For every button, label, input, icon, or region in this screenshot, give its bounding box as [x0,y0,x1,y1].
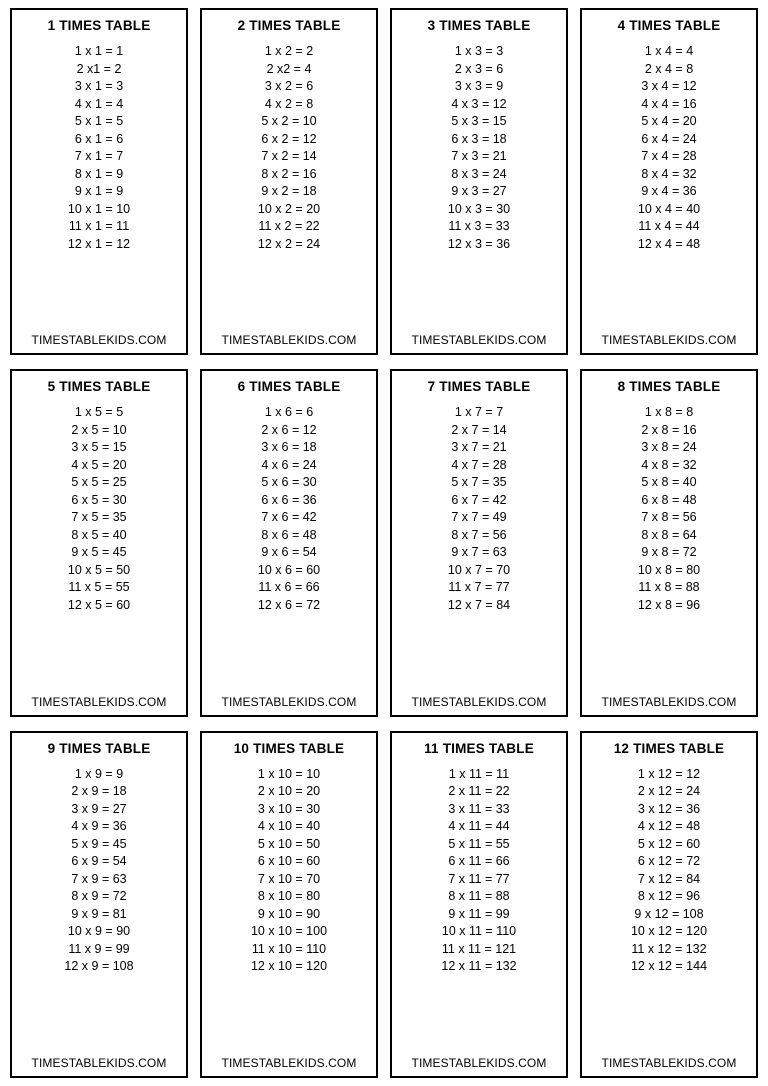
times-table-row: 7 x 12 = 84 [637,871,701,886]
times-table-row: 2 x 11 = 22 [448,784,510,799]
times-table-row: 3 x 7 = 21 [451,440,507,455]
times-table-row: 3 x 1 = 3 [74,79,124,93]
times-table-row: 10 x 1 = 10 [67,201,131,216]
times-table-title: 10 TIMES TABLE [233,740,345,756]
times-table-row: 2 x 12 = 24 [637,784,701,799]
times-table-row: 9 x 6 = 54 [261,545,317,560]
times-table-row: 8 x 4 = 32 [641,166,697,181]
times-table-row: 9 x 7 = 63 [451,545,507,560]
site-watermark: TIMESTABLEKIDS.COM [31,694,167,709]
times-table-row: 9 x 2 = 18 [261,184,317,198]
times-table-row: 11 x 7 = 77 [448,580,510,595]
times-table-row: 8 x 7 = 56 [451,527,507,542]
times-table-rows [396,404,562,686]
times-table-row: 9 x 5 = 45 [71,545,127,560]
times-table-row: 2 x2 = 4 [266,61,312,76]
times-table-rows [16,43,182,325]
times-table-row: 5 x 5 = 25 [71,475,127,490]
times-table-row: 11 x 5 = 55 [68,580,130,595]
times-table-row: 2 x 5 = 10 [71,422,127,437]
times-table-row: 11 x 1 = 11 [68,219,130,233]
times-table-card [390,731,568,1078]
times-table-row: 4 x 1 = 4 [74,96,124,111]
times-table-card [390,8,568,355]
times-table-card [390,369,568,716]
times-table-row: 9 x 12 = 108 [634,906,704,921]
site-watermark: TIMESTABLEKIDS.COM [221,333,357,348]
times-table-row: 5 x 3 = 15 [451,114,507,128]
times-table-row: 11 x 6 = 66 [258,580,320,595]
times-table-rows [586,43,752,325]
times-table-row: 1 x 5 = 5 [74,405,124,420]
site-watermark: TIMESTABLEKIDS.COM [411,694,547,709]
site-watermark: TIMESTABLEKIDS.COM [411,333,547,348]
times-table-row: 2 x 9 = 18 [71,784,127,799]
site-watermark: TIMESTABLEKIDS.COM [31,333,167,348]
times-table-row: 4 x 9 = 36 [71,819,127,834]
times-table-row: 3 x 2 = 6 [264,79,314,93]
times-table-row: 5 x 9 = 45 [71,836,127,851]
times-table-row: 10 x 3 = 30 [447,201,511,216]
times-table-card [580,731,758,1078]
times-table-row: 11 x 12 = 132 [631,941,707,956]
times-table-row: 1 x 9 = 9 [74,766,124,781]
times-table-row: 5 x 8 = 40 [641,475,697,490]
times-table-row: 3 x 8 = 24 [641,440,697,455]
times-tables-grid [10,8,758,1078]
times-table-row: 3 x 10 = 30 [257,801,321,816]
times-table-row: 7 x 8 = 56 [641,510,697,525]
times-table-row: 8 x 12 = 96 [637,889,701,904]
times-table-row: 6 x 7 = 42 [451,492,507,507]
times-table-row: 4 x 11 = 44 [448,819,510,834]
times-table-row: 6 x 1 = 6 [74,131,124,146]
times-table-row: 9 x 11 = 99 [448,906,510,921]
times-table-row: 5 x 7 = 35 [451,475,507,490]
times-table-row: 6 x 2 = 12 [261,131,317,146]
times-table-title: 9 TIMES TABLE [47,740,151,756]
times-table-row: 8 x 8 = 64 [641,527,697,542]
times-table-row: 10 x 8 = 80 [637,562,701,577]
times-table-row: 5 x 1 = 5 [74,114,124,128]
times-table-row: 8 x 5 = 40 [71,527,127,542]
times-table-rows [16,766,182,1048]
times-table-card [10,731,188,1078]
site-watermark: TIMESTABLEKIDS.COM [221,694,357,709]
times-table-row: 3 x 9 = 27 [71,801,127,816]
times-table-row: 11 x 10 = 110 [251,941,327,956]
times-table-row: 6 x 4 = 24 [641,131,697,146]
times-table-rows [16,404,182,686]
times-table-row: 6 x 5 = 30 [71,492,127,507]
times-table-row: 6 x 6 = 36 [261,492,317,507]
times-table-row: 12 x 11 = 132 [441,959,517,974]
times-table-row: 10 x 5 = 50 [67,562,131,577]
times-table-card [200,369,378,716]
times-table-row: 8 x 6 = 48 [261,527,317,542]
times-table-row: 6 x 12 = 72 [637,854,701,869]
times-table-row: 8 x 1 = 9 [74,166,124,181]
times-table-row: 11 x 2 = 22 [258,219,320,233]
site-watermark: TIMESTABLEKIDS.COM [601,694,737,709]
times-table-row: 12 x 2 = 24 [257,236,321,251]
times-table-row: 7 x 1 = 7 [74,149,124,163]
times-table-title: 11 TIMES TABLE [424,740,534,756]
times-table-row: 7 x 9 = 63 [71,871,127,886]
times-table-title: 12 TIMES TABLE [613,740,725,756]
times-table-card [200,8,378,355]
times-table-row: 11 x 8 = 88 [638,580,700,595]
times-table-row: 10 x 2 = 20 [257,201,321,216]
times-table-row: 10 x 11 = 110 [441,924,517,939]
times-table-row: 7 x 10 = 70 [257,871,321,886]
times-table-title: 8 TIMES TABLE [617,379,721,395]
times-table-row: 1 x 10 = 10 [257,766,321,781]
times-table-row: 7 x 5 = 35 [71,510,127,525]
times-table-row: 10 x 12 = 120 [630,924,708,939]
times-table-row: 2 x 8 = 16 [641,422,697,437]
times-table-row: 4 x 2 = 8 [264,96,314,111]
times-table-row: 4 x 6 = 24 [261,457,317,472]
times-table-row: 12 x 7 = 84 [447,597,511,612]
times-table-card [580,369,758,716]
times-table-row: 10 x 4 = 40 [637,201,701,216]
times-table-row: 9 x 8 = 72 [641,545,697,560]
times-table-row: 12 x 3 = 36 [447,236,511,251]
times-table-row: 3 x 11 = 33 [448,801,510,816]
times-table-rows [206,43,372,325]
times-table-title: 4 TIMES TABLE [617,18,721,33]
times-table-title: 5 TIMES TABLE [47,379,151,395]
times-table-title: 3 TIMES TABLE [427,18,531,33]
times-table-row: 1 x 12 = 12 [637,766,701,781]
times-table-row: 1 x 4 = 4 [644,44,694,58]
times-table-row: 6 x 10 = 60 [257,854,321,869]
times-table-row: 10 x 10 = 100 [250,924,328,939]
times-table-row: 3 x 3 = 9 [454,79,504,93]
times-table-row: 7 x 7 = 49 [451,510,507,525]
times-table-row: 12 x 12 = 144 [630,959,708,974]
times-table-row: 3 x 4 = 12 [641,79,697,93]
times-table-row: 9 x 3 = 27 [451,184,507,198]
times-table-row: 9 x 9 = 81 [71,906,127,921]
times-table-row: 7 x 3 = 21 [451,149,507,163]
times-table-row: 7 x 6 = 42 [261,510,317,525]
times-table-row: 2 x1 = 2 [76,61,122,76]
times-table-row: 11 x 9 = 99 [68,941,130,956]
times-table-rows [396,43,562,325]
times-table-row: 4 x 4 = 16 [641,96,697,111]
times-table-row: 4 x 12 = 48 [637,819,701,834]
times-table-row: 8 x 2 = 16 [261,166,317,181]
times-table-row: 1 x 11 = 11 [448,766,510,781]
times-table-row: 6 x 9 = 54 [71,854,127,869]
times-table-row: 8 x 9 = 72 [71,889,127,904]
times-table-rows [396,766,562,1048]
times-table-row: 1 x 2 = 2 [264,44,314,58]
times-table-row: 5 x 2 = 10 [261,114,317,128]
times-table-card [10,8,188,355]
times-table-row: 2 x 3 = 6 [454,61,504,76]
times-table-row: 5 x 12 = 60 [637,836,701,851]
times-table-card [200,731,378,1078]
times-table-row: 3 x 6 = 18 [261,440,317,455]
times-table-row: 9 x 10 = 90 [257,906,321,921]
times-table-row: 11 x 3 = 33 [448,219,510,233]
times-table-title: 2 TIMES TABLE [237,18,341,33]
times-table-row: 12 x 1 = 12 [67,236,131,251]
times-table-row: 3 x 12 = 36 [637,801,701,816]
site-watermark: TIMESTABLEKIDS.COM [31,1056,167,1070]
times-table-row: 12 x 10 = 120 [250,959,328,974]
times-table-row: 4 x 8 = 32 [641,457,697,472]
times-table-row: 5 x 11 = 55 [448,836,510,851]
times-table-row: 2 x 4 = 8 [644,61,694,76]
times-table-row: 12 x 9 = 108 [64,959,134,974]
times-table-row: 5 x 6 = 30 [261,475,317,490]
times-table-rows [206,404,372,686]
times-table-row: 11 x 11 = 121 [441,941,517,956]
times-table-row: 5 x 10 = 50 [257,836,321,851]
times-table-row: 4 x 7 = 28 [451,457,507,472]
times-table-row: 7 x 11 = 77 [448,871,510,886]
times-table-row: 9 x 4 = 36 [641,184,697,198]
times-table-row: 2 x 7 = 14 [451,422,507,437]
times-table-row: 6 x 3 = 18 [451,131,507,146]
times-table-row: 12 x 8 = 96 [637,597,701,612]
times-table-row: 5 x 4 = 20 [641,114,697,128]
times-table-row: 12 x 6 = 72 [257,597,321,612]
times-table-title: 6 TIMES TABLE [237,379,341,395]
times-table-row: 11 x 4 = 44 [638,219,700,233]
times-table-row: 10 x 7 = 70 [447,562,511,577]
site-watermark: TIMESTABLEKIDS.COM [221,1056,357,1070]
times-table-row: 4 x 3 = 12 [451,96,507,111]
times-table-rows [586,404,752,686]
times-table-row: 10 x 9 = 90 [67,924,131,939]
times-table-row: 8 x 11 = 88 [448,889,510,904]
times-table-row: 7 x 4 = 28 [641,149,697,163]
times-table-row: 2 x 10 = 20 [257,784,321,799]
times-table-row: 7 x 2 = 14 [261,149,317,163]
times-table-row: 1 x 1 = 1 [74,44,124,58]
times-table-row: 2 x 6 = 12 [261,422,317,437]
times-table-rows [586,766,752,1048]
times-table-row: 3 x 5 = 15 [71,440,127,455]
times-table-row: 9 x 1 = 9 [74,184,124,198]
site-watermark: TIMESTABLEKIDS.COM [601,333,737,348]
times-table-row: 10 x 6 = 60 [257,562,321,577]
times-table-title: 1 TIMES TABLE [47,18,151,33]
times-table-title: 7 TIMES TABLE [427,379,531,395]
times-table-row: 4 x 5 = 20 [71,457,127,472]
times-table-row: 12 x 5 = 60 [67,597,131,612]
times-table-row: 1 x 3 = 3 [454,44,504,58]
times-table-row: 1 x 6 = 6 [264,405,314,420]
site-watermark: TIMESTABLEKIDS.COM [411,1056,547,1070]
times-table-row: 1 x 8 = 8 [644,405,694,420]
times-table-row: 8 x 10 = 80 [257,889,321,904]
times-table-row: 6 x 11 = 66 [448,854,510,869]
times-table-row: 8 x 3 = 24 [451,166,507,181]
times-table-rows [206,766,372,1048]
times-table-card [10,369,188,716]
times-table-row: 1 x 7 = 7 [454,405,504,420]
times-table-card [580,8,758,355]
site-watermark: TIMESTABLEKIDS.COM [601,1056,737,1070]
times-table-row: 6 x 8 = 48 [641,492,697,507]
times-table-row: 12 x 4 = 48 [637,236,701,251]
times-table-row: 4 x 10 = 40 [257,819,321,834]
